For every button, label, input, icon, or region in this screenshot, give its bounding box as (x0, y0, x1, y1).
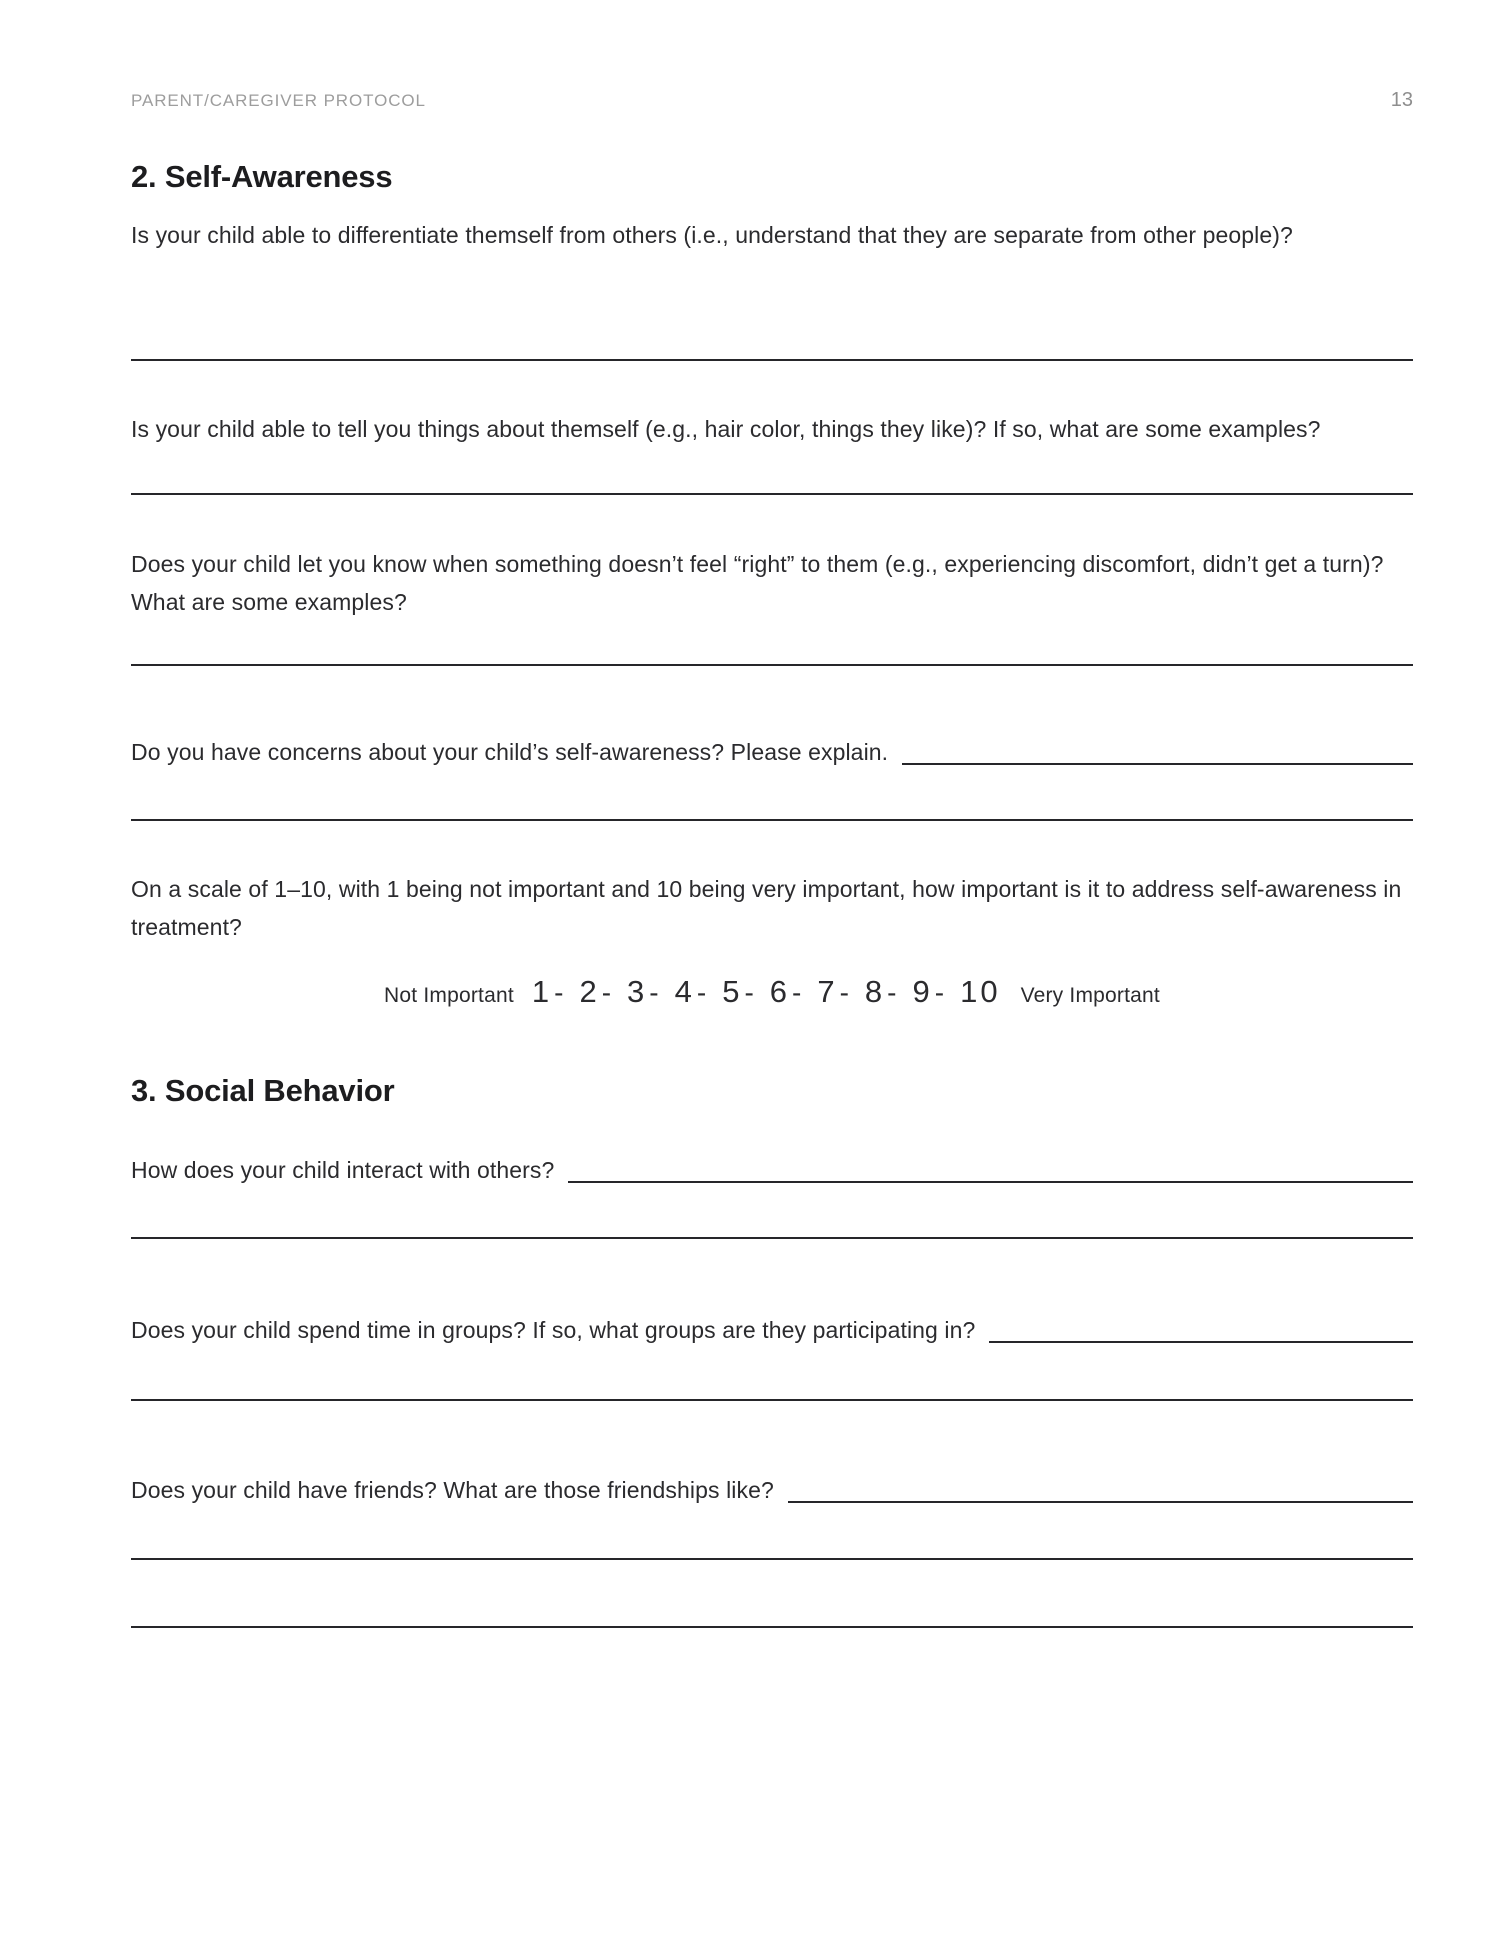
answer-line[interactable] (131, 493, 1413, 495)
answer-line[interactable] (131, 1399, 1413, 1401)
question-text: Is your child able to differentiate themself from others (i.e., understand that they are separate from other people)? (131, 222, 1293, 248)
question-text: How does your child interact with others? (131, 1157, 555, 1183)
scale-dash: - (649, 977, 659, 1008)
answer-line[interactable] (131, 1237, 1413, 1239)
scale-dash: - (554, 977, 564, 1008)
scale-value-6[interactable]: 6 (769, 974, 791, 1009)
answer-blank-inline[interactable] (989, 1341, 1413, 1343)
scale-dash: - (887, 977, 897, 1008)
question-text: Does your child have friends? What are those friendships like? (131, 1477, 774, 1503)
scale-dash: - (601, 977, 612, 1008)
scale-label-low: Not Important (384, 984, 514, 1007)
question-text: Does your child spend time in groups? If so, what groups are they participating in? (131, 1317, 976, 1343)
running-header-title: PARENT/CAREGIVER PROTOCOL (131, 91, 426, 110)
answer-line[interactable] (131, 664, 1413, 666)
scale-dash: - (792, 977, 802, 1008)
scale-dash: - (934, 977, 945, 1008)
scale-value-1[interactable]: 1 (531, 974, 553, 1009)
question-row (131, 1151, 1413, 1189)
answer-line[interactable] (131, 819, 1413, 821)
importance-scale (131, 974, 1413, 1010)
scale-dash: - (696, 977, 707, 1008)
question-text: Does your child let you know when something doesn’t feel “right” to them (e.g., experiencing discomfort, didn’t get a turn)? What are some examples? (131, 551, 1384, 615)
answer-blank-inline[interactable] (902, 763, 1413, 765)
section-heading-self-awareness: 2. Self-Awareness (131, 159, 393, 194)
answer-line[interactable] (131, 1558, 1413, 1560)
scale-value-4[interactable]: 4 (674, 974, 695, 1009)
scale-value-5[interactable]: 5 (722, 974, 743, 1009)
scale-value-9[interactable]: 9 (912, 974, 933, 1009)
question-text: On a scale of 1–10, with 1 being not important and 10 being very important, how important is it to address self-awareness in treatment? (131, 876, 1402, 940)
scale-value-7[interactable]: 7 (817, 974, 838, 1009)
scale-value-8[interactable]: 8 (864, 974, 886, 1009)
question-text: Do you have concerns about your child’s self-awareness? Please explain. (131, 739, 889, 765)
question-row (131, 1471, 1413, 1509)
question-row (131, 733, 1413, 771)
question-text: Is your child able to tell you things about themself (e.g., hair color, things they like)? If so, what are some examples? (131, 416, 1321, 442)
scale-dash: - (839, 977, 849, 1008)
scale-label-high: Very Important (1020, 984, 1160, 1007)
scale-value-2[interactable]: 2 (579, 974, 600, 1009)
answer-blank-inline[interactable] (568, 1181, 1413, 1183)
scale-value-10[interactable]: 10 (960, 974, 1001, 1009)
answer-line[interactable] (131, 359, 1413, 361)
page-header (131, 89, 1413, 112)
scale-dash: - (744, 977, 754, 1008)
answer-line[interactable] (131, 1626, 1413, 1628)
question-row (131, 1311, 1413, 1349)
section-heading-social-behavior: 3. Social Behavior (131, 1073, 395, 1108)
scale-value-3[interactable]: 3 (627, 974, 648, 1009)
answer-blank-inline[interactable] (788, 1501, 1413, 1503)
page-number: 13 (1390, 89, 1413, 111)
